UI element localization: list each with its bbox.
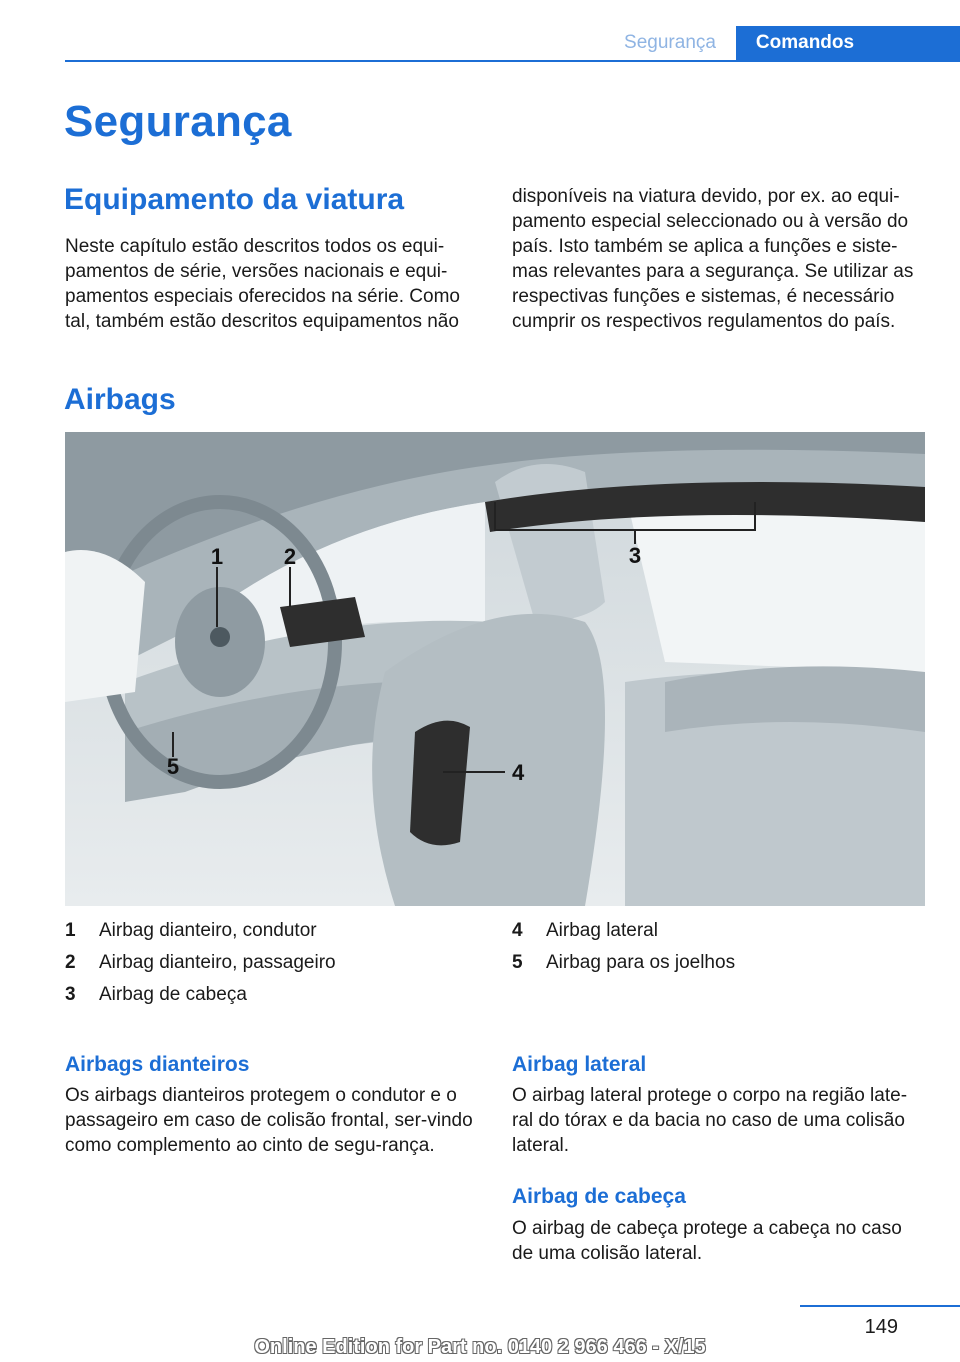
car-interior-drawing (65, 432, 925, 906)
callout-4: 4 (512, 760, 525, 785)
header-tab-section[interactable]: Segurança (624, 32, 716, 53)
callout-1: 1 (210, 544, 224, 569)
legend-item (512, 915, 735, 947)
callout-2: 2 (283, 544, 297, 569)
legend-item (65, 979, 336, 1011)
header-tab-chapter[interactable] (736, 26, 960, 62)
section-title-equipment: Equipamento da viatura (64, 183, 405, 216)
airbag-legend-left (65, 915, 336, 1011)
legend-item (65, 915, 336, 947)
legend-number: 1 (65, 920, 76, 941)
front-airbags-paragraph: Os airbags dianteiros protegem o condutor e o passageiro em caso de colisão frontal, ser-vindo como complemento ao cinto de segu-rança. (65, 1085, 473, 1156)
legend-item (512, 947, 735, 979)
legend-number: 3 (65, 984, 76, 1005)
legend-text: Airbag dianteiro, condutor (99, 920, 317, 941)
subsection-title-front-airbags: Airbags dianteiros (65, 1053, 250, 1076)
callout-5: 5 (166, 754, 180, 779)
legend-number: 5 (512, 952, 523, 973)
page-number: 149 (864, 1316, 898, 1338)
airbag-illustration (65, 432, 925, 906)
section-title-airbags: Airbags (64, 383, 176, 416)
legend-number: 4 (512, 920, 523, 941)
equipment-paragraph-right: disponíveis na viatura devido, por ex. ao equi-pamento especial seleccionado ou à versão do país. Isto também se aplica a funções e siste-mas relevantes para a segurança. Se utilizar as respectivas funções e sistemas, é necessário cumprir os respectivos regulamentos do país. (512, 186, 914, 332)
subsection-title-side-airbag: Airbag lateral (512, 1053, 647, 1076)
online-edition-note: Online Edition for Part no. 0140 2 966 466 - X/15 (254, 1336, 706, 1358)
subsection-title-head-airbag: Airbag de cabeça (512, 1185, 686, 1208)
side-airbag-paragraph: O airbag lateral protege o corpo na região late-ral do tórax e da bacia no caso de uma colisão lateral. (512, 1085, 908, 1156)
legend-text: Airbag dianteiro, passageiro (99, 952, 336, 973)
chapter-title: Segurança (64, 97, 292, 146)
legend-text: Airbag lateral (546, 920, 658, 941)
footer-rule (800, 1305, 960, 1307)
legend-item (65, 947, 336, 979)
legend-text: Airbag para os joelhos (546, 952, 736, 973)
callout-3: 3 (628, 543, 642, 568)
airbag-legend-right (512, 915, 735, 979)
header-tab-chapter-label: Comandos (755, 32, 855, 53)
head-airbag-paragraph: O airbag de cabeça protege a cabeça no caso de uma colisão lateral. (512, 1218, 902, 1264)
legend-number: 2 (65, 952, 76, 973)
legend-text: Airbag de cabeça (99, 984, 247, 1005)
equipment-paragraph-left: Neste capítulo estão descritos todos os equi-pamentos de série, versões nacionais e equi-pamentos especiais oferecidos na série. Como tal, também estão descritos equipamentos não (65, 236, 460, 332)
